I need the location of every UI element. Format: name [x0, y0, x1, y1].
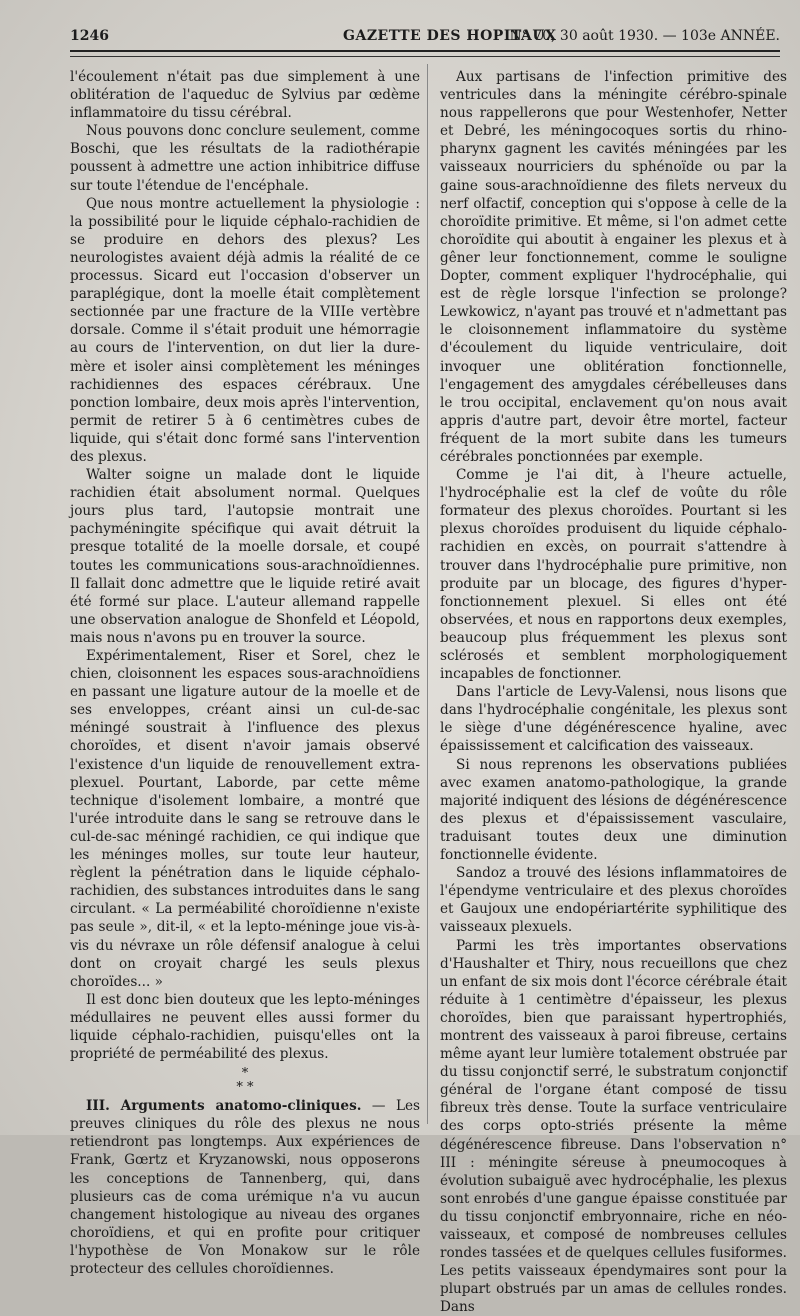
section-separator: * * * — [70, 1067, 420, 1095]
paragraph: Sandoz a trouvé des lésions inflammatoires de l'épendyme ventriculaire et des plexus choroïdes et Gaujoux une endopériartérite syphilitique des vaisseaux plexuels. — [440, 864, 787, 936]
page-header — [70, 28, 780, 50]
header-rule-thick — [70, 50, 780, 52]
paragraph: l'écoulement n'était pas due simplement à une oblitération de l'aqueduc de Sylvius par œdème inflammatoire du tissu cérébral. — [70, 68, 420, 122]
section-text: — Les preuves cliniques du rôle des plexus ne nous retiendront pas longtemps. Aux expériences de Frank, Gœrtz et Kryzanowski, nous opposerons les conceptions de Tannenberg, qui, dans plusieurs cas de coma urémique n'a vu aucun changement histologique au niveau des organes choroïdiens, et qui en profite pour critiquer l'hypothèse de Von Monakow sur le rôle protecteur des cellules choroïdiennes. — [70, 1098, 420, 1277]
paragraph: Il est donc bien douteux que les lepto-méninges médullaires ne peuvent elles aussi former du liquide céphalo-rachidien, puisqu'elles ont la propriété de perméabilité des plexus. — [70, 991, 420, 1063]
paragraph: Nous pouvons donc conclure seulement, comme Boschi, que les résultats de la radiothérapie poussent à admettre une action inhibitrice diffuse sur toute l'étendue de l'encéphale. — [70, 122, 420, 194]
left-column — [70, 68, 420, 1123]
issue-info: N° 70, 30 août 1930. — 103e ANNÉE. — [510, 28, 780, 44]
paragraph: Aux partisans de l'infection primitive des ventricules dans la méningite cérébro-spinale nous rappellerons que pour Westenhofer, Netter et Debré, les méningocoques sortis du rhino-pharynx gagnent les cavités méningées par les vaisseaux nourriciers du sphénoïde ou par la gaine sous-arachnoïdienne des filets nerveux du nerf olfactif, conception qui s'oppose à celle de la choroïdite primitive. Et même, si l'on admet cette choroïdite qui aboutit à engainer les plexus et à gêner leur fonctionnement, comme le souligne Dopter, comment expliquer l'hydrocéphalie, qui est de règle lorsque l'infection se prolonge? Lewkowicz, n'ayant pas trouvé et n'admettant pas le cloisonnement inflammatoire du système d'écoulement du liquide ventriculaire, doit invoquer une oblitération fonctionnelle, l'engagement des amygdales cérébelleuses dans le trou occipital, enclavement qu'on nous avait appris d'autre part, devoir être mortel, facteur fréquent de la mort subite dans les tumeurs cérébrales ponctionnées par exemple. — [440, 68, 787, 466]
column-divider — [427, 64, 428, 1124]
paragraph: Parmi les très importantes observations d'Haushalter et Thiry, nous recueillons que chez un enfant de six mois dont l'écorce cérébrale était réduite à 1 centimètre d'épaisseur, les plexus choroïdes, bien que paraissant hypertrophiés, montrent des vaisseaux à paroi fibreuse, certains même ayant leur lumière totalement obstruée par du tissu conjonctif serré, le substratum conjonctif général de l'organe étant composé de tissu fibreux très dense. Toute la surface ventriculaire des corps opto-striés présente la même dégénérescence fibreuse. Dans l'observation n° III : méningite séreuse à pneumocoques à évolution subaiguë avec hydrocéphalie, les plexus sont enrobés d'une gangue épaisse constituée par du tissu conjonctif embryonnaire, riche en néo-vaisseaux, et composé de nombreuses cellules rondes tassées et de quelques cellules fusiformes. Les petits vaisseaux épendymaires sont pour la plupart obstrués par un amas de cellules rondes. Dans — [440, 937, 787, 1316]
journal-title: GAZETTE DES HOPITAUX — [343, 28, 556, 44]
paragraph: Expérimentalement, Riser et Sorel, chez le chien, cloisonnent les espaces sous-arachnoïdiens en passant une ligature autour de la moelle et de ses enveloppes, créant ainsi un cul-de-sac méningé soustrait à l'influence des plexus choroïdes, et disent n'avoir jamais observé l'existence d'un liquide de renouvellement extra-plexuel. Pourtant, Laborde, par cette même technique d'isolement lombaire, a montré que l'urée introduite dans le sang se retrouve dans le cul-de-sac méningé rachidien, ce qui indique que les méninges molles, sur toute leur hauteur, règlent la pénétration dans le liquide céphalo-rachidien, des substances introduites dans le sang circulant. « La perméabilité choroïdienne n'existe pas seule », dit-il, « et la lepto-méninge joue vis-à-vis du névraxe un rôle défensif analogue à celui dont on croyait chargé les seuls plexus choroïdes... » — [70, 647, 420, 991]
header-rule-thin — [70, 56, 780, 57]
section-paragraph — [70, 1097, 420, 1278]
paragraph: Que nous montre actuellement la physiologie : la possibilité pour le liquide céphalo-rachidien de se produire en dehors des plexus? Les neurologistes avaient déjà admis la réalité de ce processus. Sicard eut l'occasion d'observer un paraplégique, dont la moelle était complètement sectionnée par une fracture de la VIIIe vertèbre dorsale. Comme il s'était produit une hémorragie au cours de l'intervention, on dut lier la dure-mère et isoler ainsi complètement les méninges rachidiennes des espaces cérébraux. Une ponction lombaire, deux mois après l'intervention, permit de retirer 5 à 6 centimètres cubes de liquide, qui s'était donc formé sans l'intervention des plexus. — [70, 195, 420, 466]
paragraph: Walter soigne un malade dont le liquide rachidien était absolument normal. Quelques jours plus tard, l'autopsie montrait une pachyméningite spécifique qui avait détruit la presque totalité de la moelle dorsale, et coupé toutes les communications sous-arachnoïdiennes. Il fallait donc admettre que le liquide retiré avait été formé sur place. L'auteur allemand rappelle une observation analogue de Shonfeld et Léopold, mais nous n'avons pu en trouver la source. — [70, 466, 420, 647]
page-number: 1246 — [70, 28, 109, 44]
paragraph: Si nous reprenons les observations publiées avec examen anatomo-pathologique, la grande majorité indiquent des lésions de dégénérescence des plexus et d'épaississement vasculaire, traduisant toutes deux une diminution fonctionnelle évidente. — [440, 756, 787, 865]
right-column — [440, 68, 787, 1123]
paragraph: Dans l'article de Levy-Valensi, nous lisons que dans l'hydrocéphalie congénitale, les plexus sont le siège d'une dégénérescence hyaline, avec épaississement et calcification des vaisseaux. — [440, 683, 787, 755]
section-heading: III. Arguments anatomo-cliniques. — [86, 1098, 361, 1114]
paragraph: Comme je l'ai dit, à l'heure actuelle, l'hydrocéphalie est la clef de voûte du rôle formateur des plexus choroïdes. Pourtant si les plexus choroïdes produisent du liquide céphalo-rachidien en excès, on pourrait s'attendre à trouver dans l'hydrocéphalie pure primitive, non produite par un blocage, des figures d'hyper-fonctionnement plexuel. Si elles ont été observées, et nous en rapportons deux exemples, beaucoup plus fréquemment les plexus sont sclérosés et semblent morphologiquement incapables de fonctionner. — [440, 466, 787, 683]
